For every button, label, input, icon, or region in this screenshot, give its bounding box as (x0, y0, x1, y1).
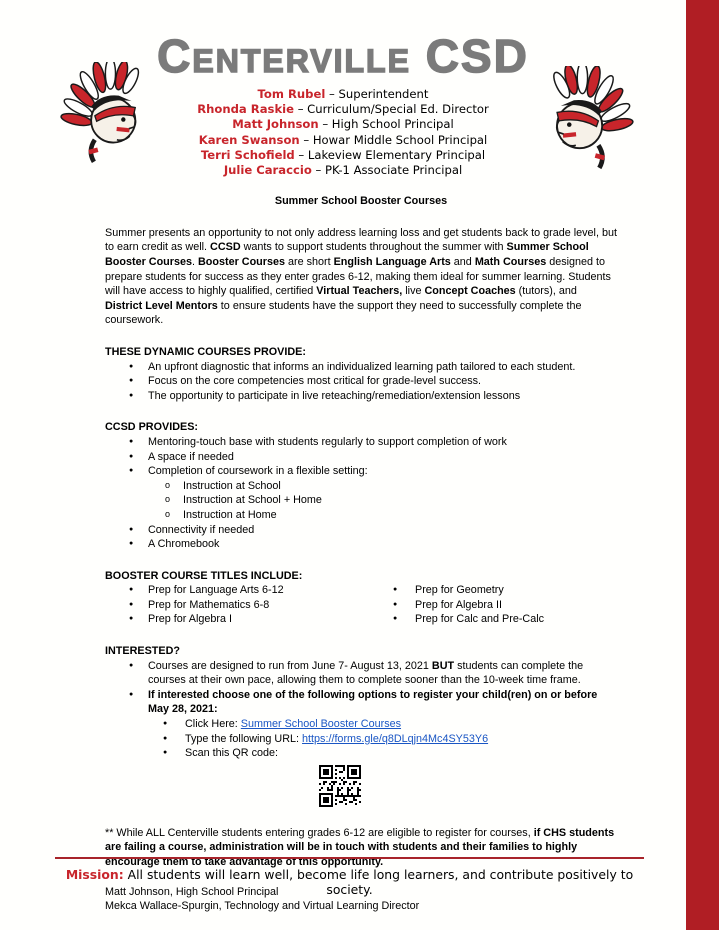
list-item: ● Mentoring-touch base with students regularly to support completion of work (105, 435, 617, 450)
mission-text: All students will learn well, become life long learners, and contribute positively to society. (123, 867, 634, 897)
list-item: ● The opportunity to participate in live reteaching/remediation/extension lessons (105, 389, 617, 404)
header (0, 0, 686, 178)
list-item: ● A space if needed (105, 450, 617, 465)
booster-titles-columns (105, 583, 617, 627)
booster-courses-link[interactable]: Summer School Booster Courses (240, 718, 402, 731)
sub-list-item: ● Type the following URL: https://forms.gle/q8DLqjn4Mc4SY53Y6 (105, 732, 617, 747)
ccsd-provides-list (105, 435, 617, 552)
signature-line: Mekca Wallace-Spurgin, Technology and Virtual Learning Director (105, 900, 420, 913)
list-item: ● Prep for Language Arts 6-12 (105, 583, 365, 598)
mission-label: Mission: (65, 867, 124, 882)
eligibility-note: ** While ALL Centerville students entering grades 6-12 are eligible to register for courses, if CHS students are failing a course, administration will be in touch with students and their families to highly encourage them to take advantage of this opportunity. (105, 826, 615, 868)
list-item: ● Prep for Mathematics 6-8 (105, 598, 365, 613)
sub-list-item: o Instruction at Home (105, 508, 617, 523)
sub-list-item: ● Scan this QR code: (105, 746, 617, 761)
staff-member: Karen Swanson – Howar Middle School Principal (198, 132, 488, 147)
staff-member: Rhonda Raskie – Curriculum/Special Ed. Director (197, 102, 489, 117)
chief-mascot-icon-mirrored (542, 66, 636, 172)
staff-member: Terri Schofield – Lakeview Elementary Principal (200, 147, 486, 162)
list-item: ● Courses are designed to run from June 7- August 13, 2021 BUT students can complete the courses at their own pace, allowing them to complete sooner than the 10-week time frame. (105, 659, 617, 688)
registration-url-link[interactable]: https://forms.gle/q8DLqjn4Mc4SY53Y6 (302, 732, 489, 745)
staff-member: Tom Rubel – Superintendent (257, 87, 429, 101)
district-title: Centerville CSD (157, 30, 529, 82)
sub-list-item: o Instruction at School + Home (105, 493, 617, 508)
list-item: ● Focus on the core competencies most critical for grade-level success. (105, 374, 617, 389)
booster-titles-right (365, 583, 617, 627)
qr-code (319, 765, 361, 807)
letter-body (105, 194, 617, 914)
footer-divider (55, 857, 644, 859)
list-item: ● Prep for Algebra II (365, 598, 617, 613)
section-heading-booster-titles: BOOSTER COURSE TITLES INCLUDE: (105, 569, 303, 582)
list-item: ● A Chromebook (105, 537, 617, 552)
list-item: ● Connectivity if needed (105, 523, 617, 538)
staff-member: Matt Johnson – High School Principal (232, 117, 454, 132)
list-item: ● Prep for Geometry (365, 583, 617, 598)
list-item: ● Prep for Algebra I (105, 612, 365, 627)
chief-mascot-icon (58, 62, 150, 166)
list-item: ● If interested choose one of the following options to register your child(ren) on or before May 28, 2021: (105, 688, 617, 717)
list-item: ● Completion of coursework in a flexible setting: (105, 464, 617, 479)
mission-statement (55, 867, 644, 897)
sub-list-item: o Instruction at School (105, 479, 617, 494)
section-heading-interested: INTERESTED? (105, 645, 180, 658)
sub-list-item: ● Click Here: Summer School Booster Courses (105, 717, 617, 732)
list-item: ● An upfront diagnostic that informs an individualized learning path tailored to each student. (105, 360, 617, 375)
document-title: Summer School Booster Courses (274, 195, 448, 208)
list-item: ● Prep for Calc and Pre-Calc (365, 612, 617, 627)
section-heading-dynamic-courses: THESE DYNAMIC COURSES PROVIDE: (105, 345, 306, 358)
footer (55, 857, 644, 897)
staff-member: Julie Caraccio – PK-1 Associate Principal (223, 163, 463, 178)
booster-titles-left (105, 583, 365, 627)
intro-paragraph: Summer presents an opportunity to not only address learning loss and get students back to grade level, but to earn credit as well. CCSD wants to support students throughout the summer with Summer School Booster Courses. Booster Courses are short English Language Arts and Math Courses designed to prepare students for success as they enter grades 6-12, making them ideal for summer learning. Students will have access to highly qualified, certified Virtual Teachers, live Concept Coaches (tutors), and District Level Mentors to ensure students have the support they need to successfully complete the coursework. (105, 226, 617, 327)
qr-code-container (319, 765, 617, 809)
dynamic-courses-list (105, 360, 617, 404)
section-heading-ccsd-provides: CCSD PROVIDES: (105, 421, 198, 434)
signature-line: Matt Johnson, High School Principal (105, 885, 279, 898)
right-accent-bar (686, 0, 719, 930)
interested-list (105, 659, 617, 761)
